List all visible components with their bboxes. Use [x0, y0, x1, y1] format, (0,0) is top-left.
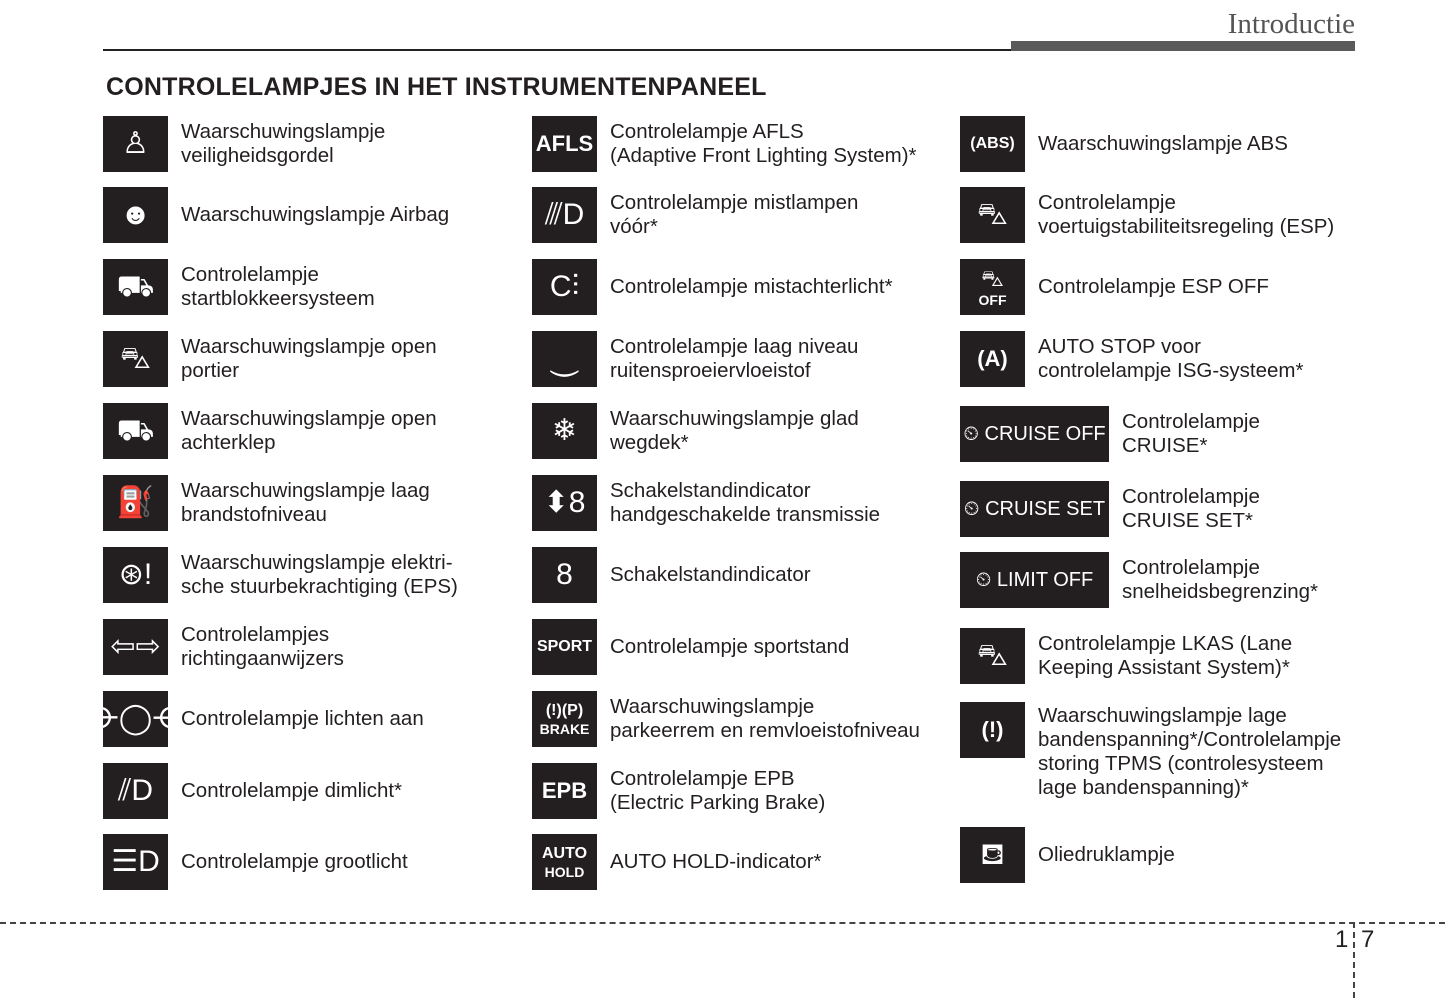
indicator-item	[103, 187, 449, 243]
icon-glyph: ⛽	[116, 486, 155, 519]
shift-indicator-icon	[532, 547, 597, 603]
indicator-item	[103, 331, 437, 387]
indicator-item	[103, 763, 402, 819]
indicator-item	[103, 547, 458, 603]
high-beam-icon	[103, 834, 168, 890]
icon-glyph: ♙	[122, 127, 149, 160]
icon-text: (!)(P)	[545, 701, 584, 719]
indicator-label: Waarschuwingslampje ABS	[1038, 132, 1288, 155]
indicator-item	[960, 827, 1175, 883]
indicator-label: Controlelampje grootlicht	[181, 850, 408, 873]
indicator-item	[103, 259, 375, 315]
turn-signal-icon	[103, 619, 168, 675]
indicator-label: AUTO HOLD-indicator*	[610, 850, 822, 873]
icon-glyph: ⏝	[550, 342, 579, 375]
sport-icon	[532, 619, 597, 675]
indicator-label: Controlelampje voertuigstabiliteitsregeling (ESP)	[1038, 191, 1335, 238]
indicator-item	[532, 834, 822, 890]
icon-glyph: ⛍	[977, 198, 1008, 231]
indicator-label: Waarschuwingslampje elektri- sche stuurbekrachtiging (EPS)	[181, 551, 458, 598]
esp-off-icon	[960, 259, 1025, 315]
cruise-off-icon	[960, 406, 1109, 462]
indicator-item	[960, 552, 1318, 608]
limit-off-icon	[960, 552, 1109, 608]
indicator-label: Waarschuwingslampje veiligheidsgordel	[181, 120, 386, 167]
indicator-label: Controlelampje laag niveau ruitensproeiervloeistof	[610, 335, 859, 382]
indicator-item	[960, 481, 1260, 537]
indicator-label: Waarschuwingslampje laag brandstofniveau	[181, 479, 430, 526]
icon-text: ⏲ CRUISE SET	[963, 498, 1106, 520]
afls-icon	[532, 116, 597, 172]
indicator-item	[532, 116, 917, 172]
icy-road-icon	[532, 403, 597, 459]
icon-glyph: ⫻D	[544, 198, 585, 231]
icon-subtext: BRAKE	[539, 720, 590, 737]
indicator-item	[532, 259, 893, 315]
indicator-item	[103, 834, 408, 890]
trunk-open-icon	[103, 403, 168, 459]
indicator-label: Controlelampje dimlicht*	[181, 779, 403, 802]
icon-text: (!)	[981, 717, 1004, 742]
oil-pressure-icon	[960, 827, 1025, 883]
rear-fog-icon	[532, 259, 597, 315]
header-bar	[1011, 41, 1355, 51]
washer-fluid-icon	[532, 331, 597, 387]
front-fog-icon	[532, 187, 597, 243]
indicator-label: Waarschuwingslampje lage bandenspanning*/Controlelampje storing TPMS (controlesysteem lage bandenspanning)*	[1038, 704, 1342, 799]
icon-text: (ABS)	[970, 135, 1015, 152]
indicator-label: Waarschuwingslampje parkeerrem en remvloeistofniveau	[610, 695, 920, 742]
indicator-label: Controlelampje mistlampen vóór*	[610, 191, 859, 238]
indicator-item	[960, 331, 1303, 387]
indicator-label: Schakelstandindicator handgeschakelde transmissie	[610, 479, 881, 526]
footer-rule	[0, 922, 1445, 924]
indicator-item	[960, 259, 1269, 315]
indicator-item	[532, 331, 858, 387]
indicator-item	[960, 406, 1260, 462]
icon-glyph: ⛍	[120, 342, 151, 375]
abs-icon	[960, 116, 1025, 172]
seatbelt-icon	[103, 116, 168, 172]
chapter-number: 1	[1335, 926, 1349, 953]
icon-text: AFLS	[535, 131, 594, 156]
icon-glyph: ⋺◯⋲	[88, 702, 183, 735]
icon-text: AUTO	[541, 844, 588, 862]
auto-stop-icon	[960, 331, 1025, 387]
icon-glyph: ❄	[551, 414, 578, 447]
icon-subtext: OFF	[978, 291, 1007, 308]
indicator-label: Waarschuwingslampje open portier	[181, 335, 437, 382]
indicator-label: Controlelampje mistachterlicht*	[610, 275, 893, 298]
indicator-label: Schakelstandindicator	[610, 563, 811, 586]
indicator-item	[960, 187, 1334, 243]
indicator-label: Controlelampje startblokkeersysteem	[181, 263, 375, 310]
icon-text: EPB	[541, 778, 588, 803]
indicator-item	[960, 702, 1341, 800]
indicator-label: Waarschuwingslampje glad wegdek*	[610, 407, 859, 454]
indicator-label: Controlelampje snelheidsbegrenzing*	[1122, 556, 1319, 603]
page-title: CONTROLELAMPJES IN HET INSTRUMENTENPANEEL	[106, 73, 767, 101]
icon-glyph: ☻	[119, 198, 152, 231]
icon-glyph: ☰D	[111, 845, 160, 878]
lights-on-icon	[88, 691, 183, 747]
icon-subtext: HOLD	[544, 863, 585, 880]
indicator-label: Waarschuwingslampje open achterklep	[181, 407, 437, 454]
indicator-label: Controlelampje CRUISE*	[1122, 410, 1260, 457]
icon-glyph: ⛟	[116, 414, 155, 447]
esp-icon	[960, 187, 1025, 243]
icon-text: SPORT	[536, 638, 593, 655]
cruise-set-icon	[960, 481, 1109, 537]
indicator-label: Controlelampje EPB (Electric Parking Brake)	[610, 767, 826, 814]
immobilizer-icon	[103, 259, 168, 315]
low-beam-icon	[103, 763, 168, 819]
footer-divider	[1353, 922, 1355, 998]
icon-glyph: ⫽D	[117, 774, 154, 807]
icon-text: ⏲ LIMIT OFF	[975, 569, 1094, 591]
indicator-label: Controlelampje sportstand	[610, 635, 850, 658]
tpms-icon	[960, 702, 1025, 758]
indicator-item	[103, 403, 437, 459]
indicator-item	[103, 619, 344, 675]
indicator-label: Controlelampje ESP OFF	[1038, 275, 1269, 298]
indicator-item	[532, 763, 825, 819]
icon-text: (A)	[977, 346, 1008, 371]
indicator-item	[88, 691, 424, 747]
brake-icon	[532, 691, 597, 747]
indicator-item	[532, 403, 859, 459]
auto-hold-icon	[532, 834, 597, 890]
icon-glyph: ⛾	[980, 838, 1005, 871]
indicator-label: Controlelampje LKAS (Lane Keeping Assistant System)*	[1038, 632, 1293, 679]
indicator-label: Oliedruklampje	[1038, 843, 1175, 866]
indicator-item	[532, 691, 920, 747]
page-number: 7	[1361, 926, 1375, 953]
eps-icon	[103, 547, 168, 603]
indicator-label: Controlelampje lichten aan	[181, 707, 424, 730]
indicator-item	[103, 475, 430, 531]
indicator-item	[532, 187, 858, 243]
icon-glyph: ⛟	[116, 270, 155, 303]
chapter-title: Introductie	[1227, 8, 1355, 40]
header-rule	[103, 49, 1011, 51]
indicator-item	[960, 628, 1292, 684]
airbag-icon	[103, 187, 168, 243]
indicator-label: AUTO STOP voor controlelampje ISG-systeem*	[1038, 335, 1304, 382]
indicator-label: Waarschuwingslampje Airbag	[181, 203, 450, 226]
indicator-label: Controlelampje CRUISE SET*	[1122, 485, 1260, 532]
icon-glyph: ⇦⇨	[110, 630, 161, 663]
epb-icon	[532, 763, 597, 819]
indicator-item	[532, 619, 849, 675]
indicator-item	[532, 475, 880, 531]
icon-glyph: ⊛!	[118, 558, 153, 591]
indicator-label: Controlelampje AFLS (Adaptive Front Lighting System)*	[610, 120, 917, 167]
icon-glyph: ⬍8	[543, 486, 586, 519]
indicator-item	[960, 116, 1288, 172]
icon-glyph: C⫶	[549, 270, 580, 303]
icon-glyph: ⛍	[977, 639, 1008, 672]
shift-indicator-manual-icon	[532, 475, 597, 531]
icon-glyph: 8	[556, 558, 573, 591]
indicator-item	[532, 547, 811, 603]
fuel-icon	[103, 475, 168, 531]
icon-glyph: ⛍	[981, 265, 1004, 291]
indicator-label: Controlelampjes richtingaanwijzers	[181, 623, 344, 670]
lkas-icon	[960, 628, 1025, 684]
indicator-item	[103, 116, 385, 172]
door-open-icon	[103, 331, 168, 387]
icon-text: ⏲ CRUISE OFF	[963, 423, 1106, 445]
